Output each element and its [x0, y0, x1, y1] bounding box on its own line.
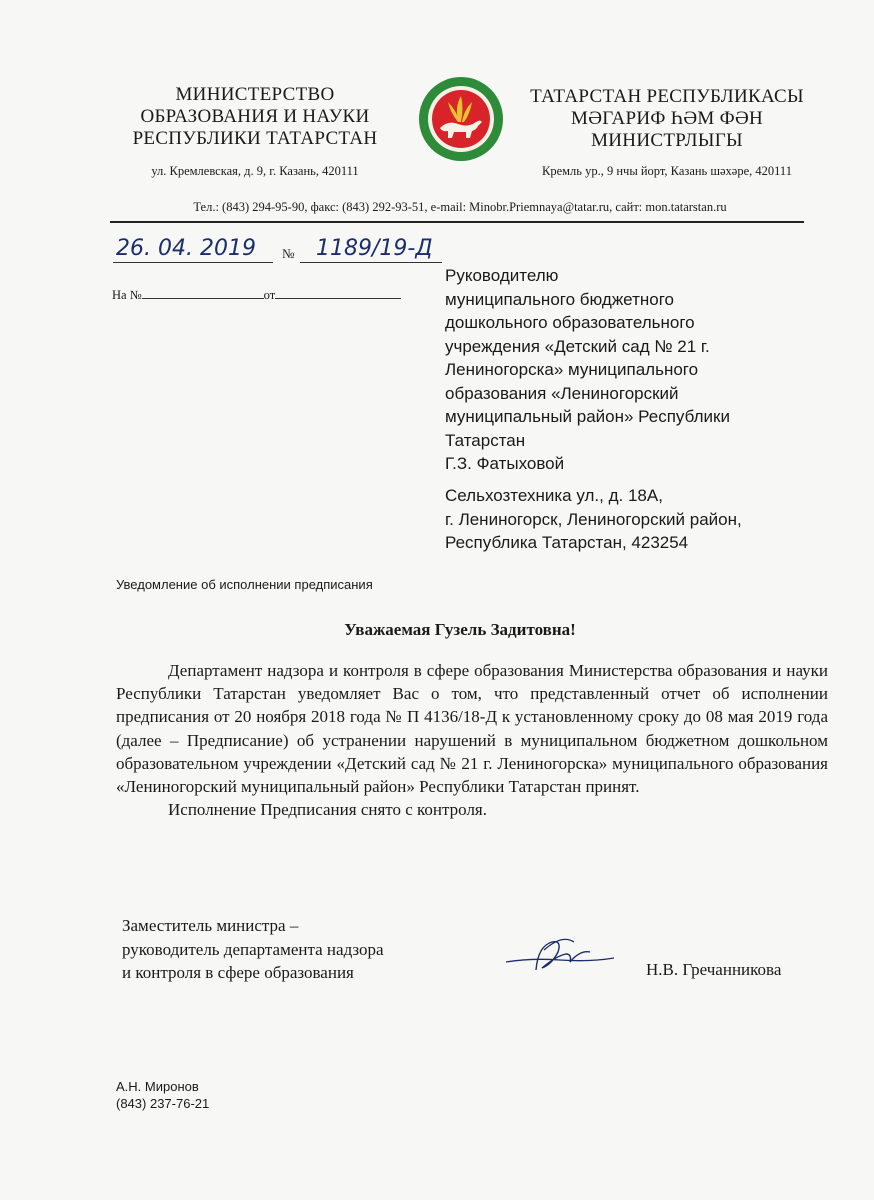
- tatarstan-emblem-icon: [418, 76, 504, 162]
- executor-name: А.Н. Миронов: [116, 1079, 199, 1094]
- recipient-block: [445, 264, 805, 476]
- recipient-line: муниципального бюджетного: [445, 289, 674, 309]
- number-sign: №: [282, 246, 295, 261]
- executor-phone: (843) 237-76-21: [116, 1096, 210, 1111]
- recipient-line: учреждения «Детский сад № 21 г.: [445, 336, 710, 356]
- recipient-line: образования «Лениногорский: [445, 383, 679, 403]
- handwritten-signature: [500, 928, 620, 978]
- ministry-address-ru: ул. Кремлевская, д. 9, г. Казань, 420111: [151, 164, 359, 178]
- letter-body: [116, 659, 828, 821]
- greeting: Уважаемая Гузель Задитовна!: [344, 620, 576, 639]
- recipient-line: муниципальный район» Республики: [445, 407, 730, 426]
- signatory-position-line: и контроля в сфере образования: [122, 963, 354, 982]
- recipient-address-line: Сельхозтехника ул., д. 18А,: [445, 486, 663, 505]
- ministry-name-ru-line1: МИНИСТЕРСТВО: [175, 84, 335, 105]
- outgoing-number: 1189/19-Д: [316, 236, 433, 261]
- body-paragraph: Департамент надзора и контроля в сфере образования Министерства образования и науки Республики Татарстан уведомляет Вас о том, что представленный отчет об исполнении предписания от 20 ноября 2018 года № П 4136/18-Д к установленному сроку до 08 мая 2019 года (далее – Предписание) об устранении нарушений в муниципальном бюджетном дошкольном образовательном учреждении «Детский сад № 21 г. Лениногорска» муниципального образования «Лениногорский муниципальный район» Республики Татарстан принят.: [116, 661, 828, 797]
- signatory-position-line: руководитель департамента надзора: [122, 939, 384, 959]
- reference-line: [112, 286, 401, 303]
- ref-date-blank: [275, 286, 401, 299]
- ministry-name-tt-line2: МӘГАРИФ ҺӘМ ФӘН: [571, 108, 763, 129]
- signatory-name: Н.В. Гречанникова: [646, 960, 782, 979]
- letter-subject: Уведомление об исполнении предписания: [116, 577, 373, 592]
- recipient-line: Лениногорска» муниципального: [445, 360, 699, 379]
- ref-from: от: [263, 288, 276, 302]
- signatory-position-line: Заместитель министра –: [122, 916, 299, 935]
- ministry-name-ru-line2: ОБРАЗОВАНИЯ И НАУКИ: [140, 106, 370, 127]
- ref-prefix: На №: [112, 288, 142, 302]
- body-paragraph: Исполнение Предписания снято с контроля.: [168, 800, 487, 820]
- signatory-position: [122, 914, 452, 985]
- ref-number-blank: [142, 286, 264, 299]
- ministry-name-ru-line3: РЕСПУБЛИКИ ТАТАРСТАН: [132, 128, 378, 149]
- recipient-line: Татарстан: [445, 430, 526, 450]
- executor-info: [116, 1078, 209, 1112]
- recipient-line: Руководителю: [445, 266, 559, 285]
- outgoing-date: 26. 04. 2019: [116, 236, 256, 261]
- date-underline: [113, 262, 273, 263]
- header-divider: [110, 221, 804, 223]
- recipient-address-line: г. Лениногорск, Лениногорский район,: [445, 509, 742, 529]
- ministry-name-tt: [522, 86, 812, 152]
- ministry-name-ru: [120, 84, 390, 150]
- recipient-line: дошкольного образовательного: [445, 313, 695, 332]
- recipient-name: Г.З. Фатыховой: [445, 454, 565, 473]
- recipient-address-line: Республика Татарстан, 423254: [445, 533, 689, 552]
- number-underline: [300, 262, 442, 263]
- ministry-name-tt-line1: ТАТАРСТАН РЕСПУБЛИКАСЫ: [530, 86, 804, 107]
- ministry-address-tt: Кремль ур., 9 нчы йорт, Казань шәхәре, 420111: [542, 164, 792, 178]
- ministry-name-tt-line3: МИНИСТРЛЫГЫ: [591, 130, 743, 151]
- recipient-address: [445, 484, 805, 555]
- ministry-contacts: Тел.: (843) 294-95-90, факс: (843) 292-93-51, e-mail: Minobr.Priemnaya@tatar.ru, сайт: mon.tatarstan.ru: [193, 200, 727, 214]
